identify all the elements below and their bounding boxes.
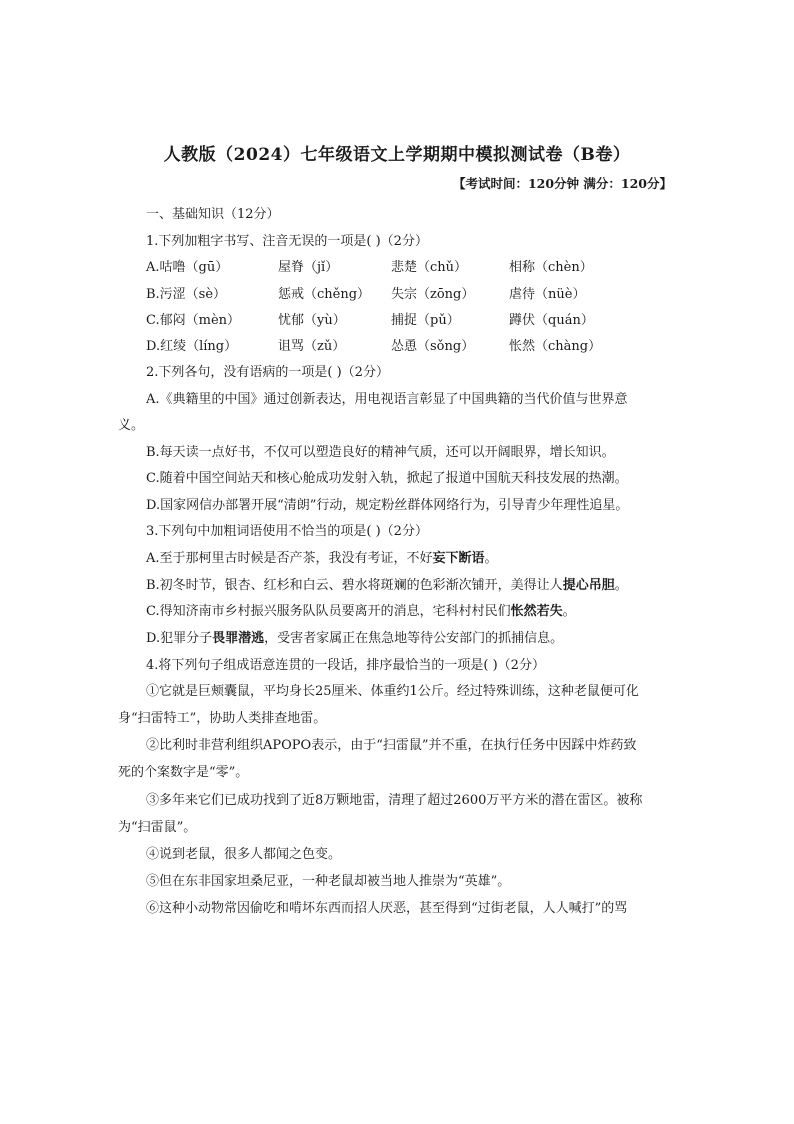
q3-a-text: A.至于那柯里古时候是否产茶，我没有考证，不好 [146,551,433,566]
q1-option: 怂恿（sǒng） [391,339,475,354]
q1-option: 屋脊（jǐ） [278,260,339,275]
q3-c-text: C.得知济南市乡村振兴服务队队员要离开的消息，宅科村村民们 [146,604,511,619]
q3-option-b [146,574,628,593]
q2-option-c: C.随着中国空间站天和核心舱成功发射入轨，掀起了报道中国航天科技发展的热潮。 [146,471,628,486]
page-title: 人教版（2024）七年级语文上学期期中模拟测试卷（B卷） [163,145,631,165]
q1-option: 忧郁（yù） [278,313,346,328]
q3-option-d [146,627,563,646]
q1-option: 悲楚（chǔ） [391,260,468,275]
q1-option: 诅骂（zǔ） [278,339,346,354]
question-2-stem: 2.下列各句，没有语病的一项是( )（2分） [146,365,389,380]
q3-d-bold: 畏罪潜逃 [212,631,265,646]
question-1-stem: 1.下列加粗字书写、注音无误的一项是( )（2分） [146,234,428,249]
q3-d-text: D.犯罪分子 [146,631,213,646]
section-heading: 一、基础知识（12分） [146,207,280,222]
q1-option: A.咕噜（gū） [146,260,229,275]
q1-option: 捕捉（pǔ） [391,313,460,328]
q4-sentence-2: ②比利时非营利组织APOPO表示，由于“扫雷鼠”并不重，在执行任务中因踩中炸药致 [146,738,637,753]
q4-sentence-3: ③多年来它们已成功找到了近8万颗地雷，清理了超过2600万平方米的潜在雷区。被称 [146,793,643,808]
q3-option-a [146,547,498,566]
q1-option: 惩戒（chěng） [278,287,371,302]
q3-a-bold: 妄下断语 [432,551,485,566]
q4-sentence-1: ①它就是巨颊囊鼠，平均身长25厘米、体重约1公斤。经过特殊训练，这种老鼠便可化 [146,684,639,699]
q3-b-end: 。 [614,578,628,593]
exam-info: 【考试时间：120分钟 满分：120分】 [452,176,672,191]
q4-sentence-2-cont: 死的个案数字是“零”。 [118,765,249,780]
q4-sentence-3-cont: 为“扫雷鼠”。 [118,820,197,835]
q2-option-a-cont: 义。 [118,418,145,433]
q1-option: 失宗（zōng） [391,287,475,302]
q1-option: 虐待（nüè） [509,287,586,302]
q3-d-end: ，受害者家属正在焦急地等待公安部门的抓捕信息。 [264,631,564,646]
q2-option-d: D.国家网信办部署开展“清朗”行动，规定粉丝群体网络行为，引导青少年理性追星。 [146,498,629,513]
q1-option: 相称（chèn） [509,260,593,275]
q3-b-text: B.初冬时节，银杏、红杉和白云、碧水将斑斓的色彩渐次铺开，美得让人 [146,578,563,593]
q4-sentence-6: ⑥这种小动物常因偷吃和啃坏东西而招人厌恶，甚至得到“过街老鼠，人人喊打”的骂 [146,901,628,916]
question-4-stem: 4.将下列句子组成语意连贯的一段话，排序最恰当的一项是( )（2分） [146,658,545,673]
q3-b-bold: 提心吊胆 [562,578,615,593]
q3-c-end: 。 [562,604,576,619]
q4-sentence-5: ⑤但在东非国家坦桑尼亚，一种老鼠却被当地人推崇为“英雄”。 [146,874,511,889]
q2-option-b: B.每天读一点好书，不仅可以塑造良好的精神气质，还可以开阔眼界，增长知识。 [146,445,615,460]
q3-c-bold: 怅然若失 [510,604,563,619]
q3-a-end: 。 [484,551,498,566]
q1-option: 怅然（chàng） [509,339,602,354]
q4-sentence-1-cont: 身“扫雷特工”，协助人类排查地雷。 [118,711,327,726]
q1-option: 蹲伏（quán） [509,313,594,328]
q2-option-a: A.《典籍里的中国》通过创新表达，用电视语言彰显了中国典籍的当代价值与世界意 [146,392,628,407]
q1-option: D.红绫（líng） [146,339,238,354]
q1-option: C.郁闷（mèn） [146,313,241,328]
q4-sentence-4: ④说到老鼠，很多人都闻之色变。 [146,847,342,862]
question-3-stem: 3.下列句中加粗词语使用不恰当的项是( )（2分） [146,524,428,539]
q3-option-c [146,600,576,619]
q1-option: B.污涩（sè） [146,287,227,302]
